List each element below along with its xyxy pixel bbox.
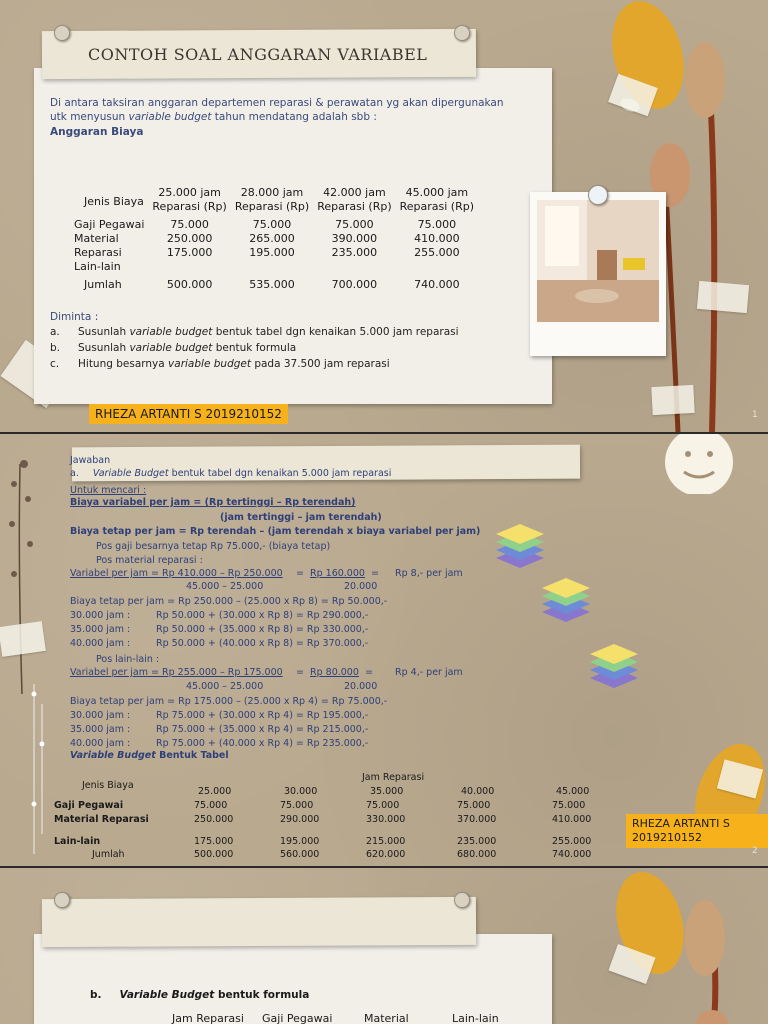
row-label: Gaji Pegawai: [74, 218, 145, 231]
pin-icon: [588, 185, 608, 205]
calc-line: Variabel per jam = Rp 255.000 – Rp 175.000: [70, 667, 283, 678]
page-number: 1: [752, 410, 758, 420]
table-cell: 680.000: [457, 849, 497, 860]
calc-line: Rp 4,- per jam: [395, 667, 463, 678]
table-cell: 75.000: [280, 800, 314, 811]
table-cell: 410.000: [552, 814, 592, 825]
answer-label: Jawaban: [70, 455, 111, 466]
asked-item: [50, 342, 296, 354]
calc-line: 20.000: [344, 581, 378, 592]
table-hours-header: 40.000: [461, 786, 495, 797]
to-find-label: Untuk mencari :: [70, 485, 147, 496]
slide-2: [0, 434, 768, 866]
table-hours-header: 35.000: [370, 786, 404, 797]
column-unit: Reparasi (Rp): [234, 200, 310, 213]
calc-line: 40.000 jam :: [70, 738, 131, 749]
calc-line: Rp 8,- per jam: [395, 568, 463, 579]
table-cell: 75.000: [366, 800, 400, 811]
asked-marker: a.: [50, 326, 60, 338]
calc-line: Rp 160.000: [310, 568, 365, 579]
asked-marker: b.: [50, 342, 61, 354]
table-hours-header: 30.000: [284, 786, 318, 797]
calc-line: 35.000 jam :: [70, 624, 131, 635]
table-hours-header: 45.000: [556, 786, 590, 797]
cell-value: 500.000: [166, 278, 213, 291]
table-row-label: Gaji Pegawai: [54, 800, 124, 811]
cell-value: [148, 260, 230, 274]
stack-layers-icon: [586, 634, 642, 696]
table-row: [70, 260, 478, 274]
column-hours: 45.000 jam: [405, 186, 469, 199]
pin-icon: [54, 892, 70, 908]
column-unit: Reparasi (Rp): [317, 200, 392, 213]
table-cell: 75.000: [552, 800, 586, 811]
calc-line: Pos material reparasi :: [96, 555, 203, 566]
cell-value: 75.000: [170, 218, 209, 231]
asked-item: [50, 326, 459, 338]
table-cell: 215.000: [366, 836, 406, 847]
cell-value: 75.000: [335, 218, 374, 231]
calc-line: =: [365, 667, 373, 678]
table-cell: 175.000: [194, 836, 234, 847]
cell-value: [396, 260, 478, 274]
calc-line: 30.000 jam :: [70, 710, 131, 721]
pin-icon: [54, 25, 70, 41]
asked-item: [50, 358, 390, 370]
row-label: Jumlah: [84, 278, 122, 291]
room-photo: [537, 200, 659, 322]
cell-value: [313, 260, 395, 274]
asked-text-post: bentuk tabel dgn kenaikan 5.000 jam reparasi: [212, 326, 459, 338]
dotted-line-decoration: [24, 684, 48, 854]
table-cell: 250.000: [194, 814, 234, 825]
table-cell: 195.000: [280, 836, 320, 847]
cell-value: [231, 260, 313, 274]
calc-line: Rp 75.000 + (30.000 x Rp 4) = Rp 195.000,-: [156, 710, 369, 721]
asked-text-italic: variable budget: [168, 358, 251, 370]
cell-value: 265.000: [249, 232, 295, 245]
intro-line-1: Di antara taksiran anggaran departemen reparasi & perawatan yg akan dipergunakan: [50, 97, 504, 109]
table-row: [70, 232, 478, 246]
tape-strip: [0, 621, 46, 657]
cell-value: 255.000: [414, 246, 460, 259]
calc-line: Biaya tetap per jam = Rp 175.000 – (25.000 x Rp 4) = Rp 75.000,-: [70, 696, 388, 707]
slide-1: [0, 0, 768, 432]
page-number: 2: [752, 846, 758, 856]
row-label: Reparasi: [74, 246, 122, 259]
formula-header: Lain-lain: [452, 1012, 499, 1024]
cell-value: 75.000: [417, 218, 457, 231]
column-hours: 25.000 jam: [158, 186, 221, 199]
dried-flower-decoration: [0, 444, 56, 694]
cell-value: 700.000: [331, 278, 378, 291]
title-banner: [42, 897, 476, 947]
calc-line: =: [296, 667, 304, 678]
cell-value: 740.000: [414, 278, 460, 291]
column-unit: Reparasi (Rp): [399, 200, 475, 213]
calc-line: 20.000: [344, 681, 378, 692]
calc-line: Rp 50.000 + (40.000 x Rp 8) = Rp 370.000,-: [156, 638, 369, 649]
asked-text-italic: variable budget: [129, 342, 213, 354]
asked-text-italic: variable budget: [129, 326, 213, 338]
calc-line: =: [296, 568, 304, 579]
column-unit: Reparasi (Rp): [152, 200, 227, 213]
calc-line: Rp 50.000 + (35.000 x Rp 8) = Rp 330.000,-: [156, 624, 369, 635]
asked-marker: c.: [50, 358, 60, 370]
formula-header: Material: [364, 1012, 409, 1024]
table-cell: 330.000: [366, 814, 406, 825]
budget-table: [70, 186, 478, 292]
author-label: RHEZA ARTANTI S 2019210152: [626, 814, 768, 848]
asked-text-post: bentuk formula: [212, 342, 297, 354]
tape-strip: [697, 281, 749, 313]
row-label: Material: [74, 232, 119, 245]
table-hours-header: 25.000: [198, 786, 232, 797]
subheading: Anggaran Biaya: [50, 126, 144, 138]
calc-line: 40.000 jam :: [70, 638, 131, 649]
asked-text-pre: Susunlah: [78, 326, 130, 338]
cell-value: 410.000: [414, 232, 460, 245]
calc-line: 35.000 jam :: [70, 724, 131, 735]
table-cell: 255.000: [552, 836, 592, 847]
calc-line: Biaya variabel per jam = (Rp tertinggi – Rp terendah): [70, 497, 356, 508]
calc-line: =: [371, 568, 379, 579]
part-a-heading: a. Variable Budget bentuk tabel dgn kenaikan 5.000 jam reparasi: [70, 468, 392, 479]
table-header-row: [70, 186, 478, 200]
intro-line-2: utk menyusun variable budget tahun mendatang adalah sbb :: [50, 111, 377, 123]
formula-header: Jam Reparasi: [172, 1012, 244, 1024]
cell-value: 250.000: [166, 232, 213, 245]
table-cell: 370.000: [457, 814, 497, 825]
table-cell: 620.000: [366, 849, 406, 860]
asked-text-pre: Susunlah: [78, 342, 130, 354]
calc-line: Rp 75.000 + (35.000 x Rp 4) = Rp 215.000,-: [156, 724, 369, 735]
calc-line: Pos lain-lain :: [96, 654, 160, 665]
cell-value: 235.000: [331, 246, 378, 259]
pin-icon: [454, 25, 470, 41]
calc-line: Rp 75.000 + (40.000 x Rp 4) = Rp 235.000,-: [156, 738, 369, 749]
table-cell: 290.000: [280, 814, 320, 825]
calc-line: 30.000 jam :: [70, 610, 131, 621]
table-row: [70, 218, 478, 232]
calc-line: 45.000 – 25.000: [186, 581, 264, 592]
author-label: RHEZA ARTANTI S 2019210152: [89, 404, 288, 424]
table-cell: 75.000: [194, 800, 228, 811]
row-label: Lain-lain: [74, 260, 121, 273]
asked-text-post: pada 37.500 jam reparasi: [250, 358, 390, 370]
calc-line: 45.000 – 25.000: [186, 681, 264, 692]
asked-text-pre: Hitung besarnya: [78, 358, 169, 370]
calc-line: (jam tertinggi – jam terendah): [220, 512, 382, 523]
table-row-label: Material Reparasi: [54, 814, 149, 825]
pin-icon: [454, 892, 470, 908]
table-col-label: Jenis Biaya: [82, 780, 134, 791]
cell-value: 75.000: [252, 218, 292, 231]
table-cell: 235.000: [457, 836, 497, 847]
table-row: [70, 246, 478, 260]
table-cell: 75.000: [457, 800, 491, 811]
table-cell: 560.000: [280, 849, 320, 860]
calc-line: Rp 50.000 + (30.000 x Rp 8) = Rp 290.000,-: [156, 610, 369, 621]
asked-heading: Diminta :: [50, 311, 99, 323]
table-cell: 740.000: [552, 849, 592, 860]
table-row-label: Jumlah: [92, 849, 125, 860]
slide-3: [0, 868, 768, 1024]
smiley-icon: [662, 434, 736, 494]
column-hours: 42.000 jam: [323, 186, 386, 199]
table-cell: 500.000: [194, 849, 234, 860]
calc-line: Biaya tetap per jam = Rp terendah – (jam terendah x biaya variabel per jam): [70, 526, 481, 537]
calc-line: Rp 80.000: [310, 667, 359, 678]
formula-header: Gaji Pegawai: [262, 1012, 333, 1024]
content-card: [34, 934, 552, 1024]
calc-line: Variabel per jam = Rp 410.000 – Rp 250.000: [70, 568, 283, 579]
calc-line: Pos gaji besarnya tetap Rp 75.000,- (biaya tetap): [96, 541, 331, 552]
header-label: Jenis Biaya: [84, 195, 144, 208]
calc-line: Biaya tetap per jam = Rp 250.000 – (25.000 x Rp 8) = Rp 50.000,-: [70, 596, 388, 607]
cell-value: 390.000: [331, 232, 378, 245]
stack-layers-icon: [538, 568, 594, 630]
part-b-heading: b. Variable Budget bentuk formula: [90, 989, 310, 1001]
table-row-label: Lain-lain: [54, 836, 101, 847]
cell-value: 175.000: [166, 246, 213, 259]
column-hours: 28.000 jam: [240, 186, 304, 199]
room-photo-frame: [530, 192, 666, 356]
slide-title: CONTOH SOAL ANGGARAN VARIABEL: [88, 45, 428, 64]
tape-strip: [651, 385, 694, 415]
table-group-label: Jam Reparasi: [362, 772, 425, 783]
table-row: [70, 274, 478, 292]
table-title: Variable Budget Bentuk Tabel: [70, 750, 229, 761]
cell-value: 535.000: [249, 278, 295, 291]
cell-value: 195.000: [249, 246, 295, 259]
